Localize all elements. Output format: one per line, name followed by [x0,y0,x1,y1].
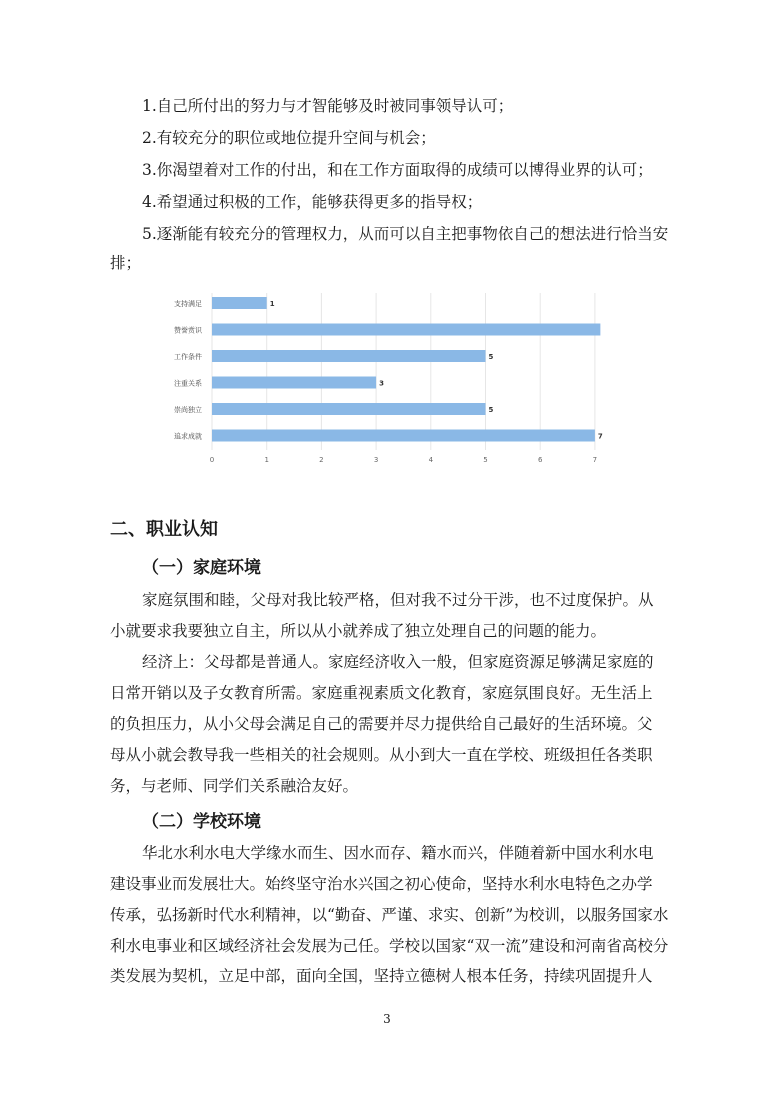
x-tick-label: 7 [592,456,598,464]
list-item-5-cont: 排； [110,254,142,272]
x-tick-label: 6 [537,456,543,464]
paragraph-line: 经济上：父母都是普通人。家庭经济收入一般，但家庭资源足够满足家庭的 [142,653,654,671]
data-label: 5 [488,406,494,414]
paragraph-line: 建设事业而发展壮大。始终坚守治水兴国之初心使命，坚持水利水电特色之办学 [110,875,653,893]
paragraph-line: 的负担压力，从小父母会满足自己的需要并尽力提供给自己最好的生活环境。父 [110,715,653,733]
section-heading: 二、职业认知 [110,519,218,540]
bar [212,430,595,442]
x-tick-label: 5 [483,456,488,464]
data-label: 3 [379,379,384,388]
category-label: 支持满足 [174,300,202,308]
bar [212,297,267,309]
paragraph-line: 家庭氛围和睦，父母对我比较严格，但对我不过分干涉，也不过度保护。从 [142,591,654,609]
data-label: 5 [488,353,494,361]
x-tick-label: 1 [264,456,269,464]
x-tick-label: 2 [319,456,324,464]
page-number: 3 [383,1012,391,1026]
x-tick-label: 4 [428,456,434,464]
paragraph-line: 母从小就会教导我一些相关的社会规则。从小到大一直在学校、班级担任各类职 [110,746,653,764]
paragraph-line: 日常开销以及子女教育所需。家庭重视素质文化教育，家庭氛围良好。无生活上 [110,684,653,702]
x-tick-label: 3 [373,456,379,464]
x-tick-label: 0 [209,456,215,464]
category-label: 赞誉赏识 [174,326,202,335]
category-label: 注重关系 [174,379,202,388]
paragraph-line: 利水电事业和区域经济社会发展为己任。学校以国家“双一流”建设和河南省高校分 [110,937,669,955]
paragraph-line: 传承，弘扬新时代水利精神，以“勤奋、严谨、求实、创新”为校训，以服务国家水 [110,906,669,924]
category-label: 崇尚独立 [174,406,202,414]
bar-chart [0,285,774,485]
bar [212,403,486,415]
data-label: 1 [269,300,275,308]
paragraph-line: 类发展为契机，立足中部，面向全国，坚持立德树人根本任务，持续巩固提升人 [110,967,653,985]
bar [212,350,486,362]
paragraph-line: 务，与老师、同学们关系融洽友好。 [110,777,359,795]
paragraph-line: 小就要求我要独立自主，所以从小就养成了独立处理自己的问题的能力。 [110,622,607,640]
list-item-4: 4.希望通过积极的工作，能够获得更多的指导权； [142,193,483,211]
list-item-2: 2.有较充分的职位或地位提升空间与机会； [142,129,436,147]
bar [212,324,600,336]
list-item-5: 5.逐渐能有较充分的管理权力，从而可以自主把事物依自己的想法进行恰当安 [142,225,669,243]
subsection-heading-family: （一）家庭环境 [142,558,261,578]
list-item-1: 1.自己所付出的努力与才智能够及时被同事领导认可； [142,97,514,115]
data-label: 7 [597,432,603,441]
list-item-3: 3.你渴望着对工作的付出，和在工作方面取得的成绩可以博得业界的认可； [142,161,653,179]
category-label: 追求成就 [174,432,202,441]
paragraph-line: 华北水利水电大学缘水而生、因水而存、籍水而兴，伴随着新中国水利水电 [142,844,654,862]
category-label: 工作条件 [174,353,202,361]
bar [212,377,376,389]
subsection-heading-school: （二）学校环境 [142,812,261,832]
